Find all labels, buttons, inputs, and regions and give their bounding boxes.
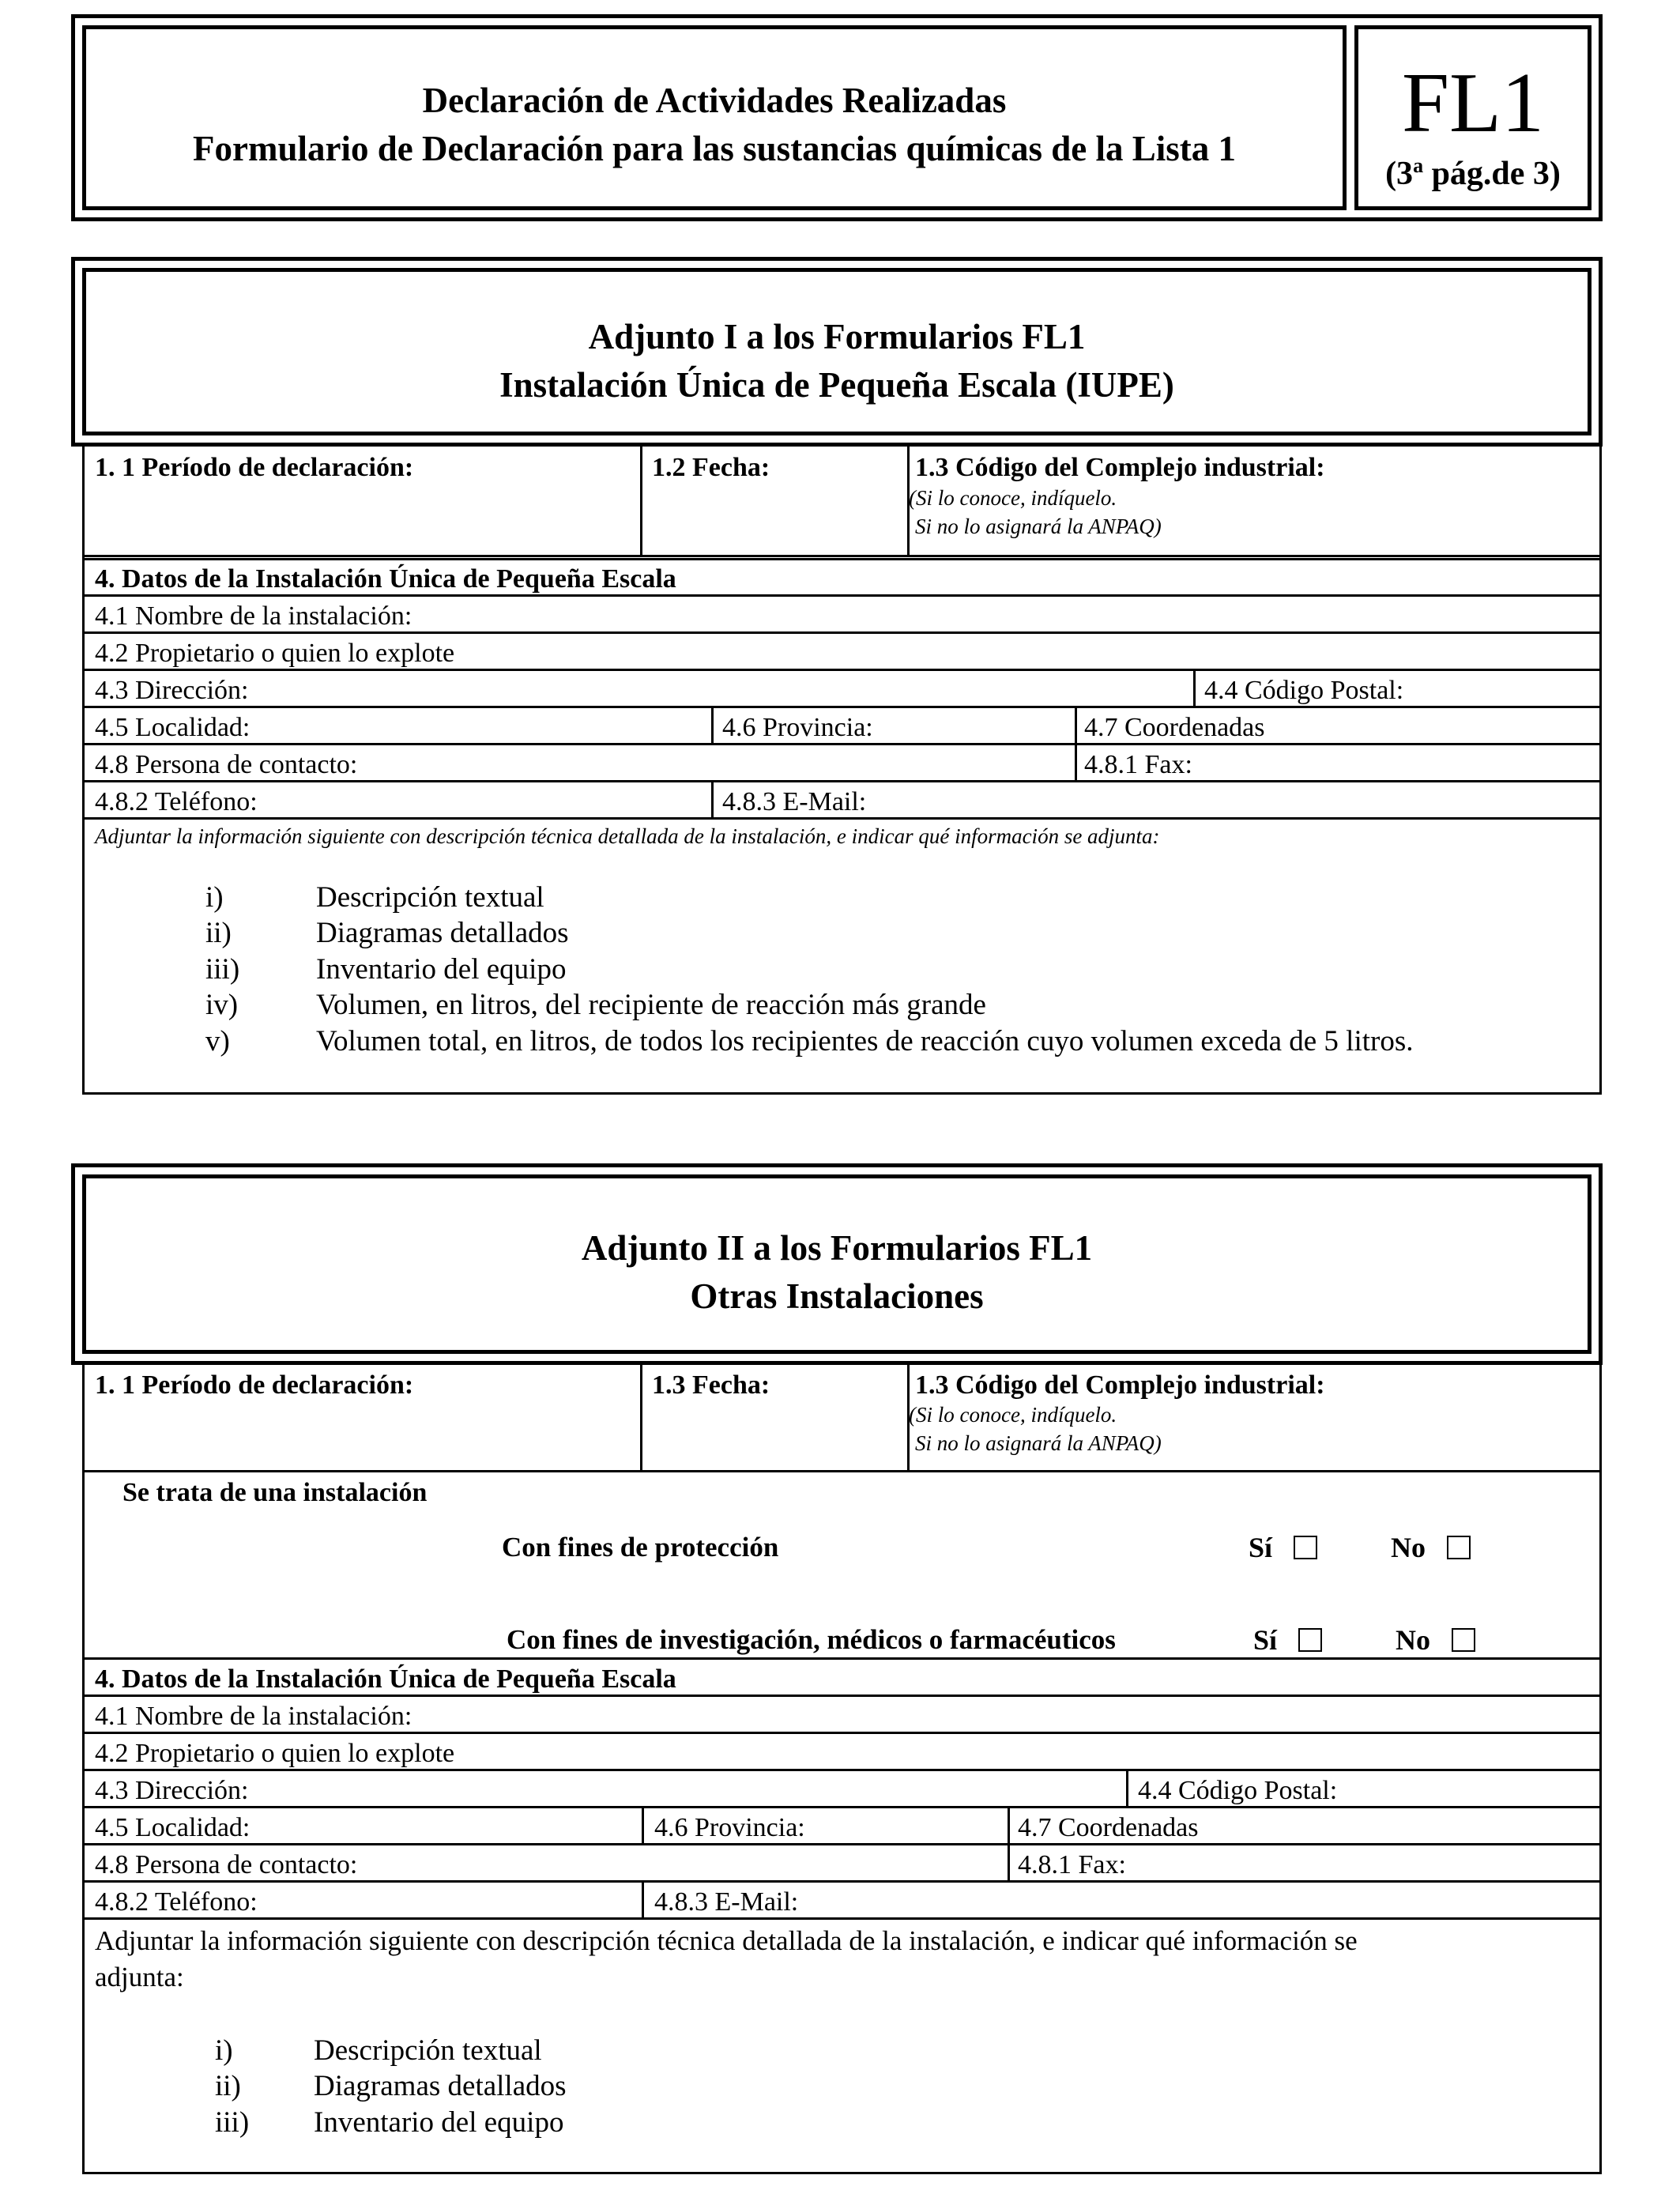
attachment1-date-label: 1.2 Fecha:	[652, 453, 770, 482]
header-title-line2: Formulario de Declaración para las sustancias químicas de la Lista 1	[193, 128, 1236, 168]
attachment1-complex-code-label: 1.3 Código del Complejo industrial:	[915, 453, 1325, 482]
attachment2-item-num: ii)	[215, 2070, 241, 2102]
attachment1-item-text: Descripción textual	[316, 881, 544, 914]
attachment1-field-contact: 4.8 Persona de contacto:	[95, 750, 358, 779]
protection-yes-checkbox[interactable]	[1294, 1536, 1317, 1559]
protection-no-checkbox[interactable]	[1447, 1536, 1471, 1559]
attachment2-complex-note2: Si no lo asignará la ANPAQ)	[915, 1431, 1162, 1455]
attachment2-complex-code-label: 1.3 Código del Complejo industrial:	[915, 1370, 1325, 1400]
attachment2-title-line2: Otras Instalaciones	[690, 1276, 984, 1316]
attachment2-item-text: Inventario del equipo	[314, 2106, 564, 2139]
attachment1-title-line2: Instalación Única de Pequeña Escala (IUPE)	[499, 364, 1174, 405]
attachment2-field-phone: 4.8.2 Teléfono:	[95, 1887, 258, 1917]
attachment1-period-label: 1. 1 Período de declaración:	[95, 453, 414, 482]
research-yes-label: Sí	[1253, 1624, 1278, 1656]
attachment2-field-address: 4.3 Dirección:	[95, 1776, 249, 1805]
attachment1-field-address: 4.3 Dirección:	[95, 676, 249, 705]
attachment2-type-question: Se trata de una instalación	[122, 1478, 428, 1507]
protection-purpose-label: Con fines de protección	[502, 1532, 779, 1563]
header-code-box	[1354, 25, 1591, 210]
protection-yes-label: Sí	[1249, 1532, 1273, 1563]
attachment1-item-num: ii)	[205, 917, 232, 949]
research-no-option[interactable]	[1396, 1626, 1475, 1654]
attachment2-field-province: 4.6 Provincia:	[654, 1813, 805, 1842]
attachment1-item-num: v)	[205, 1025, 230, 1057]
attachment1-item-num: iii)	[205, 953, 240, 986]
research-no-checkbox[interactable]	[1452, 1628, 1475, 1652]
attachment1-field-postal: 4.4 Código Postal:	[1204, 676, 1404, 705]
attachment2-field-fax: 4.8.1 Fax:	[1018, 1850, 1126, 1879]
attachment2-title-line1: Adjunto II a los Formularios FL1	[581, 1228, 1093, 1268]
attachment2-field-owner: 4.2 Propietario o quien lo explote	[95, 1739, 455, 1768]
attachment1-item-text: Diagramas detallados	[316, 917, 569, 949]
attachment2-section4-title: 4. Datos de la Instalación Única de Pequeña Escala	[95, 1664, 676, 1694]
attachment2-field-postal: 4.4 Código Postal:	[1138, 1776, 1338, 1805]
page-indicator: (3$^a$ pág.de 3)	[1385, 154, 1561, 192]
attachment1-title-line1: Adjunto I a los Formularios FL1	[588, 317, 1086, 356]
attachment1-field-phone: 4.8.2 Teléfono:	[95, 787, 258, 816]
attachment2-field-contact: 4.8 Persona de contacto:	[95, 1850, 358, 1879]
attachment1-field-province: 4.6 Provincia:	[722, 713, 873, 742]
attachment2-attach-instruction-line1: Adjuntar la información siguiente con descripción técnica detallada de la instalación, e indicar qué información se	[95, 1925, 1358, 1956]
protection-yes-option[interactable]	[1249, 1533, 1317, 1562]
attachment1-item-num: iv)	[205, 989, 239, 1021]
research-no-label: No	[1396, 1624, 1430, 1656]
attachment1-complex-note1: (Si lo conoce, indíquelo.	[909, 486, 1117, 510]
attachment2-attach-instruction-line2: adjunta:	[95, 1962, 184, 1992]
attachment2-item-num: i)	[215, 2034, 233, 2067]
attachment2-item-text: Diagramas detallados	[314, 2070, 567, 2102]
attachment2-item-num: iii)	[215, 2106, 250, 2139]
attachment2-complex-note1: (Si lo conoce, indíquelo.	[909, 1403, 1117, 1427]
attachment1-item-text: Volumen total, en litros, de todos los recipientes de reacción cuyo volumen exceda de 5 litros.	[316, 1025, 1414, 1057]
header-title-box	[82, 25, 1347, 210]
attachment2-field-email: 4.8.3 E-Mail:	[654, 1887, 799, 1917]
header-title-line1: Declaración de Actividades Realizadas	[422, 81, 1007, 120]
attachment2-item-text: Descripción textual	[314, 2034, 542, 2067]
attachment2-title-box	[82, 1174, 1591, 1354]
research-purpose-label: Con fines de investigación, médicos o farmacéuticos	[507, 1624, 1116, 1655]
protection-no-option[interactable]	[1391, 1533, 1471, 1562]
attachment1-item-text: Volumen, en litros, del recipiente de reacción más grande	[316, 989, 986, 1021]
research-yes-checkbox[interactable]	[1298, 1628, 1322, 1652]
attachment1-section4-title: 4. Datos de la Instalación Única de Pequeña Escala	[95, 564, 676, 594]
attachment1-field-name: 4.1 Nombre de la instalación:	[95, 601, 412, 631]
attachment1-title-box	[82, 268, 1591, 435]
attachment2-field-locality: 4.5 Localidad:	[95, 1813, 250, 1842]
attachment1-complex-note2: Si no lo asignará la ANPAQ)	[915, 515, 1162, 538]
attachment1-field-email: 4.8.3 E-Mail:	[722, 787, 867, 816]
attachment2-field-name: 4.1 Nombre de la instalación:	[95, 1702, 412, 1731]
attachment2-period-label: 1. 1 Período de declaración:	[95, 1370, 414, 1400]
attachment1-field-fax: 4.8.1 Fax:	[1084, 750, 1192, 779]
protection-no-label: No	[1391, 1532, 1426, 1563]
attachment1-attach-instruction: Adjuntar la información siguiente con descripción técnica detallada de la instalación, e indicar qué información se adjunta:	[95, 824, 1160, 848]
attachment1-item-num: i)	[205, 881, 224, 914]
attachment1-field-owner: 4.2 Propietario o quien lo explote	[95, 639, 455, 668]
attachment1-item-text: Inventario del equipo	[316, 953, 567, 986]
attachment1-field-coords: 4.7 Coordenadas	[1084, 713, 1265, 742]
form-code: FL1	[1401, 56, 1545, 150]
research-yes-option[interactable]	[1253, 1626, 1322, 1654]
attachment2-date-label: 1.3 Fecha:	[652, 1370, 770, 1400]
attachment2-field-coords: 4.7 Coordenadas	[1018, 1813, 1199, 1842]
attachment1-field-locality: 4.5 Localidad:	[95, 713, 250, 742]
